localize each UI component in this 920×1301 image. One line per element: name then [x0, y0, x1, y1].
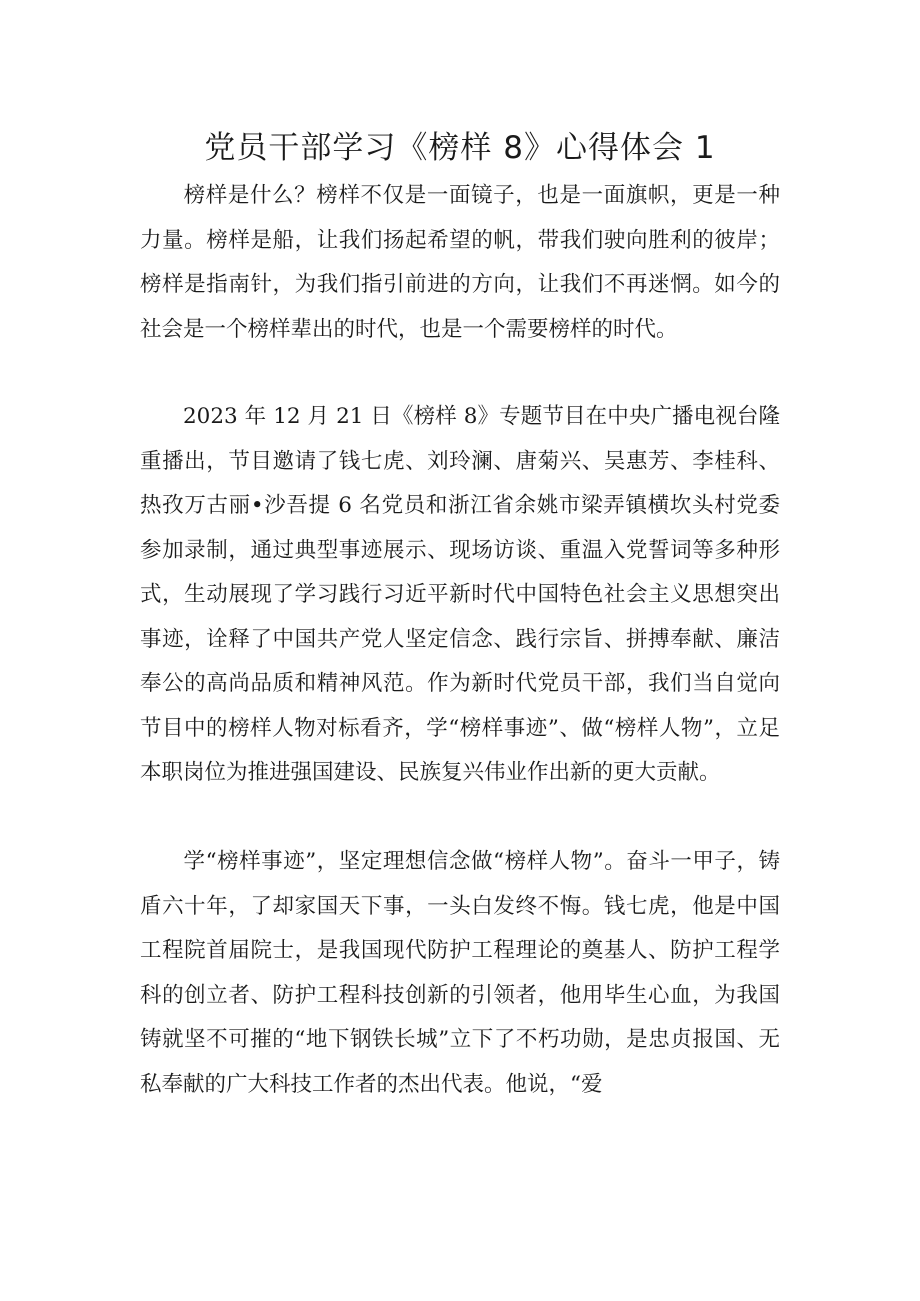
- paragraph-1-text: 榜样是什么？榜样不仅是一面镜子，也是一面旗帜，更是一种力量。榜样是船，让我们扬起希望的帆，带我们驶向胜利的彼岸；榜样是指南针，为我们指引前进的方向，让我们不再迷惘。如今的社会是一个榜样辈出的时代，也是一个需要榜样的时代。: [140, 183, 780, 342]
- paragraph-2: [140, 395, 780, 796]
- paragraph-3: [140, 840, 780, 1107]
- document-title: 党员干部学习《榜样 8》心得体会 1: [204, 130, 716, 166]
- paragraph-1: [140, 174, 780, 352]
- paragraph-2-text: 2023 年 12 月 21 日《榜样 8》专题节目在中央广播电视台隆重播出，节目邀请了钱七虎、刘玲澜、唐菊兴、吴惠芳、李桂科、热孜万古丽•沙吾提 6 名党员和浙江省余姚市梁弄镇横坎头村党委参加录制，通过典型事迹展示、现场访谈、重温入党誓词等多种形式，生动展现了学习践行习近平新时代中国特色社会主义思想突出事迹，诠释了中国共产党人坚定信念、践行宗旨、拼搏奉献、廉洁奉公的高尚品质和精神风范。作为新时代党员干部，我们当自觉向节目中的榜样人物对标看齐，学“榜样事迹”、做“榜样人物”，立足本职岗位为推进强国建设、民族复兴伟业作出新的更大贡献。: [140, 404, 780, 785]
- paragraph-3-text: 学“榜样事迹”，坚定理想信念做“榜样人物”。奋斗一甲子，铸盾六十年，了却家国天下事，一头白发终不悔。钱七虎，他是中国工程院首届院士，是我国现代防护工程理论的奠基人、防护工程学科的创立者、防护工程科技创新的引领者，他用毕生心血，为我国铸就坚不可摧的“地下钢铁长城”立下了不朽功勋，是忠贞报国、无私奉献的广大科技工作者的杰出代表。他说，“爱: [140, 849, 780, 1097]
